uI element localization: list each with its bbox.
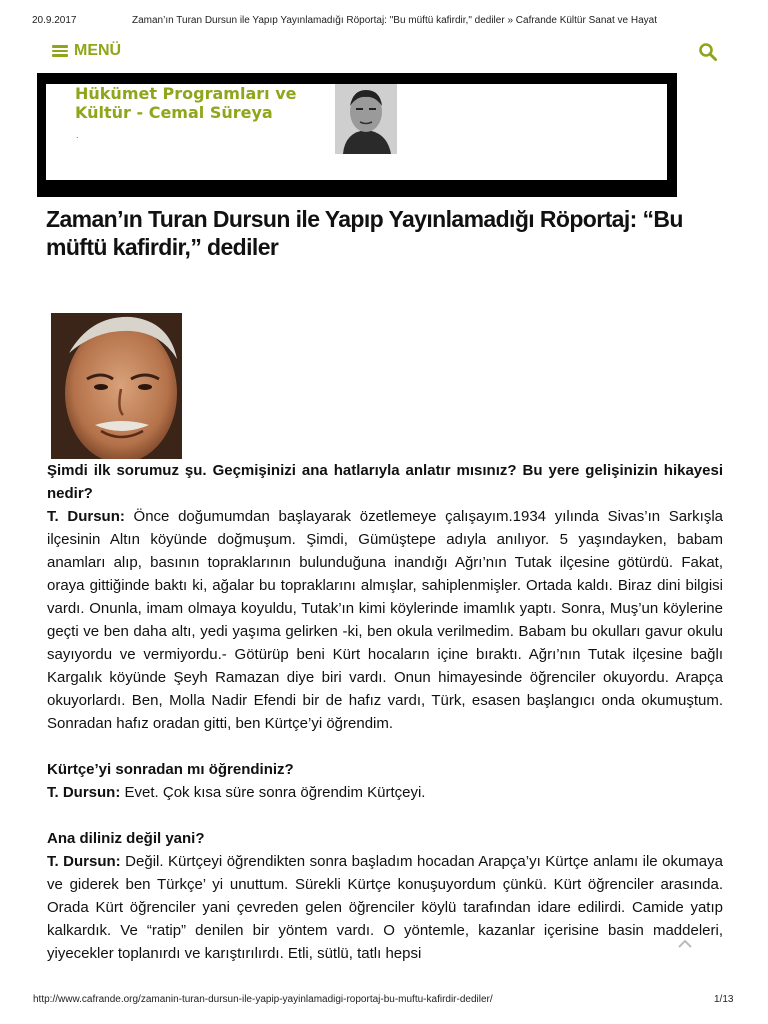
interview-answer [47, 505, 723, 735]
banner-title: Hükümet Programları ve Kültür - Cemal Süreya [75, 84, 297, 122]
banner-content [46, 84, 667, 180]
interview-answer [47, 850, 723, 965]
answer-text: Evet. Çok kısa süre sonra öğrendim Kürtçeyi. [120, 784, 426, 801]
interview-answer [47, 781, 723, 804]
page-number: 1/13 [714, 994, 734, 1005]
scroll-to-top-button[interactable] [676, 937, 694, 951]
hamburger-icon [52, 45, 68, 57]
search-button[interactable] [698, 42, 720, 64]
speaker-label: T. Dursun: [47, 508, 125, 525]
article-headline: Zaman’ın Turan Dursun ile Yapıp Yayınlamadığı Röportaj: “Bu müftü kafirdir,” dediler [46, 206, 683, 260]
menu-label: MENÜ [74, 42, 122, 59]
search-icon [698, 42, 718, 62]
answer-text: Önce doğumumdan başlayarak özetlemeye çalışayım.1934 yılında Sivas’ın Sarkışla ilçesinin Altın köyünde doğmuşum. Şimdi, Gümüştepe adıyla anılıyor. 5 yaşındayken, babam anamları alıp, basının topraklarının bulunduğuna inandığı Ağrı’nın Tutak ilçesine götürdü. Fakat, oraya gittiğinde baktı ki, ağalar bu topraklarını almışlar, sahiplenmişler. Ortada kaldı. Biraz dini bilgisi vardı. Onunla, imam olmaya koyuldu, Tutak’ın kimi köylerinde imamlık yaptı. Sonra, Muş’un köylerine geçti ve ben daha altı, yedi yaşıma gelirken -ki, ben okula verilmedim. Babam bu okulları gavur okulu sayıyordu ve vermiyordu.- Götürüp beni Kürt hocaların içine bıraktı. Ağrı’nın Tutak ilçesine bağlı Kargalık köyünde Şeyh Ramazan diye biri vardı. Onun himayesinde öğrenciler okuyordu. Arapça okuyorlardı. Ben, Molla Nadir Efendi bir de hafız vardı, Türk, esasen başlangıcı onda okumuştum. Sonradan hafız oradan gitti, ben Kürtçe’yi öğrendim. [47, 508, 723, 732]
article-body [47, 459, 723, 965]
author-portrait [51, 313, 182, 459]
banner-ad[interactable] [37, 73, 677, 197]
banner-dot: . [76, 130, 79, 140]
banner-photo [335, 84, 397, 154]
page-url: http://www.cafrande.org/zamanin-turan-dursun-ile-yapip-yayinlamadigi-roportaj-bu-muftu-kafirdir-dediler/ [33, 994, 493, 1005]
menu-button[interactable] [52, 42, 121, 60]
chevron-up-icon [676, 937, 694, 951]
speaker-label: T. Dursun: [47, 853, 121, 870]
print-date: 20.9.2017 [32, 15, 77, 26]
top-nav [0, 42, 768, 68]
interview-question: Şimdi ilk sorumuz şu. Geçmişinizi ana hatlarıyla anlatır mısınız? Bu yere gelişinizin hikayesi nedir? [47, 462, 723, 502]
interview-question: Kürtçe’yi sonradan mı öğrendiniz? [47, 761, 294, 778]
speaker-label: T. Dursun: [47, 784, 121, 801]
answer-text: Değil. Kürtçeyi öğrendikten sonra başladım hocadan Arapça’yı Kürtçe anlamı ile okumaya ve giderek ben Türkçe’ yi unuttum. Sürekli Kürtçe konuşuyordum çünkü. Kürt öğrenciler arasında. Orada Kürt öğrenciler yani çevreden gelen öğrenciler köylü tarafından idare edilirdi. Camide yatıp kalkardık. Ve “ratip” denilen bir yöntem vardı. O yöntemle, kazanlar içerisine basin maddeleri, yiyecekler toplanırdı ve karıştırılırdı. Etli, sütlü, tatlı hepsi [47, 853, 723, 962]
print-page-title: Zaman’ın Turan Dursun ile Yapıp Yayınlamadığı Röportaj: "Bu müftü kafirdir," dediler » Cafrande Kültür Sanat ve Hayat [132, 15, 657, 26]
interview-question: Ana diliniz değil yani? [47, 830, 205, 847]
